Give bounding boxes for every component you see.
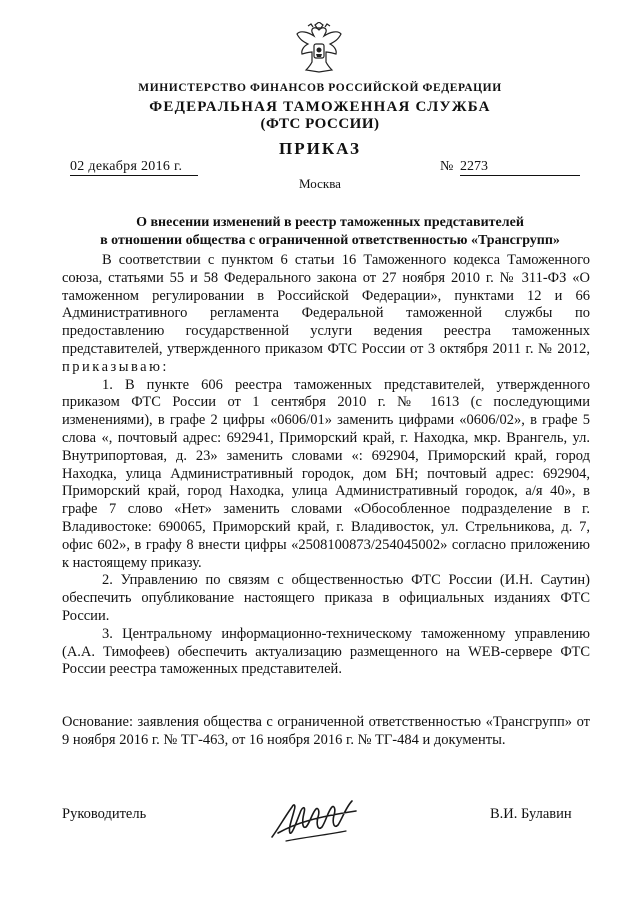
signatory-name: В.И. Булавин <box>490 806 572 822</box>
order-date: 02 декабря 2016 г. <box>70 159 198 176</box>
service-name: ФЕДЕРАЛЬНАЯ ТАМОЖЕННАЯ СЛУЖБА <box>149 99 491 115</box>
handwritten-signature <box>266 793 376 845</box>
coat-of-arms-icon <box>294 22 344 76</box>
item-1-paragraph: 1. В пункте 606 реестра таможенных представителей, утвержденного приказом ФТС России от 1 сентября 2010 г. № 1613 (с последующими изменениями), в графе 2 цифры «0606/01» заменить цифрами «0606/02», в графе 5 слова «, почтовый адрес: 692941, Приморский край, г. Находка, мкр. Врангель, ул. Внутрипортовая, д. 23» заменить словами «: 692904, Приморский край, город Находка, улица Административный городок, дом БН; почтовый адрес: 692904, Приморский край, город Находка, улица Административный городок, а/я 40», в графе 7 слово «Нет» заменить словами «Обособленное подразделение в г. Владивостоке: 690065, Приморский край, г. Владивосток, ул. Стрельникова, д. 7, офис 602», в графу 8 внести цифры «2508100873/254045002» согласно приложению к настоящему приказу. <box>62 376 590 571</box>
document-type: ПРИКАЗ <box>279 139 361 158</box>
title-line-2: в отношении общества с ограниченной ответственностью «Трансгрупп» <box>100 233 560 248</box>
number-sign: № <box>440 159 454 174</box>
city: Москва <box>299 176 341 191</box>
order-body <box>62 252 590 679</box>
preamble-text: В соответствии с пунктом 6 статьи 16 Таможенного кодекса Таможенного союза, статьями 55 и 58 Федерального закона от 27 ноября 2010 г. № 311-ФЗ «О таможенном регулировании в Российской Федерации», пунктами 12 и 66 Административного регламента Федеральной таможенной службы по предоставлению государственной услуги ведения реестра таможенных представителей, утвержденного приказом ФТС России от 3 октября 2011 г. № 2012, <box>62 252 590 357</box>
service-short-name: (ФТС РОССИИ) <box>260 116 380 132</box>
item-2-paragraph: 2. Управлению по связям с общественностью ФТС России (И.Н. Саутин) обеспечить опубликование настоящего приказа в официальных изданиях ФТС России. <box>62 572 590 624</box>
basis-paragraph: Основание: заявления общества с ограниченной ответственностью «Трансгрупп» от 9 ноября 2016 г. № ТГ-463, от 16 ноября 2016 г. № ТГ-484 и документы. <box>62 714 590 748</box>
order-title <box>70 214 590 250</box>
ministry-name: МИНИСТЕРСТВО ФИНАНСОВ РОССИЙСКОЙ ФЕДЕРАЦИИ <box>138 82 502 94</box>
order-action: приказываю: <box>62 358 169 375</box>
title-line-1: О внесении изменений в реестр таможенных представителей <box>136 215 524 230</box>
preamble-paragraph <box>62 252 590 377</box>
order-number: 2273 <box>460 159 580 176</box>
basis-section <box>62 713 590 749</box>
item-3-paragraph: 3. Центральному информационно-техническому таможенному управлению (А.А. Тимофеев) обеспечить актуализацию размещенного на WEB-сервере ФТС России реестра таможенных представителей. <box>62 625 590 678</box>
signatory-role: Руководитель <box>62 806 147 822</box>
